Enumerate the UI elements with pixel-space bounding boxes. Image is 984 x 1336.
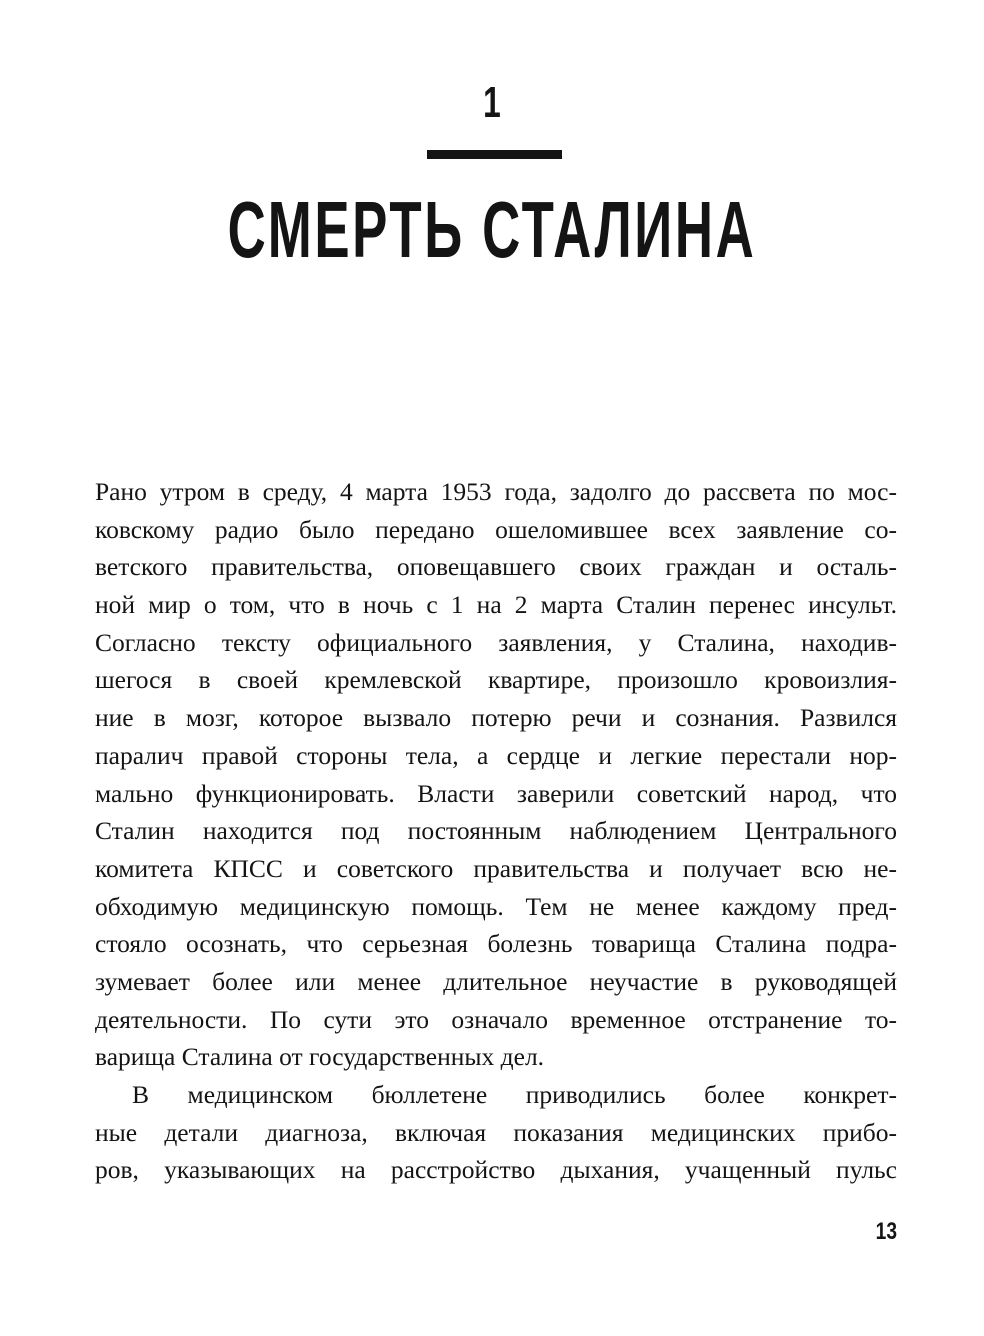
chapter-title: СМЕРТЬ СТАЛИНА bbox=[227, 185, 757, 274]
paragraph bbox=[95, 1076, 897, 1189]
text-line: Сталин находится под постоянным наблюдением Центрального bbox=[95, 816, 897, 846]
text-line: шегося в своей кремлевской квартире, произошло кровоизлия- bbox=[95, 665, 897, 695]
text-line: Согласно тексту официального заявления, у Сталина, находив- bbox=[95, 627, 897, 657]
text-line: ров, указывающих на расстройство дыхания, учащенный пульс bbox=[95, 1155, 897, 1185]
chapter-number: 1 bbox=[483, 78, 501, 127]
text-line: комитета КПСС и советского правительства и получает всю не- bbox=[95, 853, 897, 883]
text-line: обходимую медицинскую помощь. Тем не менее каждому пред- bbox=[95, 891, 897, 921]
text-line: ветского правительства, оповещавшего своих граждан и осталь- bbox=[95, 552, 897, 582]
text-line: деятельности. По сути это означало временное отстранение то- bbox=[95, 1004, 897, 1034]
text-line: Рано утром в среду, 4 марта 1953 года, задолго до рассвета по мос- bbox=[95, 477, 897, 506]
chapter-divider bbox=[427, 150, 562, 159]
text-line: паралич правой стороны тела, а сердце и легкие перестали нор- bbox=[95, 740, 897, 770]
paragraph bbox=[95, 473, 897, 1076]
text-line: стояло осознать, что серьезная болезнь товарища Сталина подра- bbox=[95, 929, 897, 959]
text-line: ковскому радио было передано ошеломившее всех заявление со- bbox=[95, 514, 897, 544]
page-number: 13 bbox=[875, 1218, 897, 1245]
text-line: зумевает более или менее длительное неучастие в руководящей bbox=[95, 966, 897, 996]
text-line: ной мир о том, что в ночь с 1 на 2 марта Сталин перенес инсульт. bbox=[95, 590, 897, 620]
text-line: ные детали диагноза, включая показания медицинских прибо- bbox=[95, 1117, 897, 1147]
body-text bbox=[95, 473, 897, 1189]
text-line: мально функционировать. Власти заверили советский народ, что bbox=[95, 778, 897, 808]
text-line: В медицинском бюллетене приводились более конкрет- bbox=[132, 1080, 897, 1109]
text-line: ние в мозг, которое вызвало потерю речи и сознания. Развился bbox=[95, 703, 897, 733]
text-line: варища Сталина от государственных дел. bbox=[95, 1042, 545, 1072]
